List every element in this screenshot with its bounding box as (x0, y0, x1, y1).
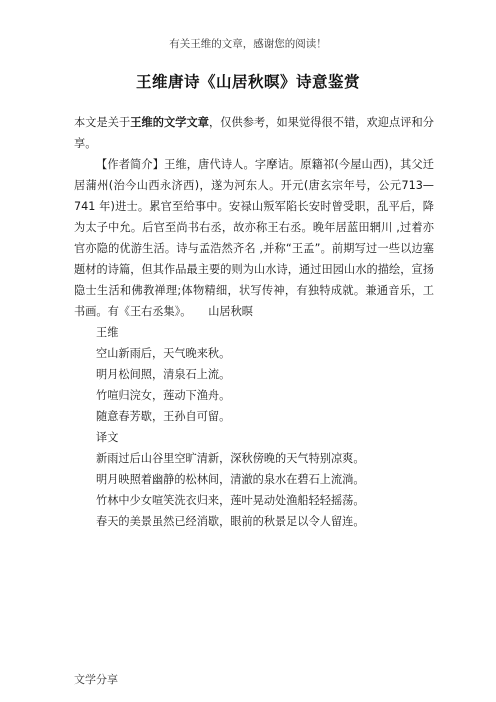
translation-label: 译文 (96, 431, 119, 444)
translation-line: 春天的美景虽然已经消歇，眼前的秋景足以令人留连。 (96, 515, 365, 528)
poem-line: 明月松间照，清泉石上流。 (96, 368, 231, 381)
translation-line: 明月映照着幽静的松林间，清澈的泉水在碧石上流淌。 (96, 473, 365, 486)
intro-suffix: ，仅供参考，如果觉得很不错，欢迎点评和分享。 (74, 116, 434, 150)
poem-author: 王维 (96, 326, 119, 339)
translation-line: 竹林中少女喧笑洗衣归来，莲叶晃动处渔船轻轻摇荡。 (96, 494, 365, 507)
poem-line: 随意春芳歇，王孙自可留。 (96, 410, 231, 423)
page-title: 王维唐诗《山居秋暝》诗意鉴赏 (135, 73, 360, 91)
translation-line: 新雨过后山谷里空旷清新，深秋傍晚的天气特别凉爽。 (96, 452, 365, 465)
intro-bold: 王维的文学文章 (130, 116, 210, 129)
document-body (74, 112, 434, 532)
intro-paragraph (74, 112, 434, 154)
poem-line: 空山新雨后，天气晚来秋。 (96, 347, 231, 360)
footer-note: 文学分享 (74, 673, 118, 686)
intro-prefix: 本文是关于 (74, 116, 131, 129)
poem-line: 竹喧归浣女，莲动下渔舟。 (96, 389, 231, 402)
header-note: 有关王维的文章，感谢您的阅读！ (169, 38, 327, 50)
bio-paragraph: 【作者简介】王维，唐代诗人。字摩诘。原籍祁(今屋山西)，其父迁居蒲州(治今山西永济西)，遂为河东人。开元(唐玄宗年号，公元713—741 年)进士。累官至给事中。安禄山叛军陷长安时曾受职，乱平后，降为太子中允。后官至尚书右丞，故亦称王右丞。晚年居蓝田辋川 ,过着亦官亦隐的优游生活。诗与孟浩然齐名 ,并称“王孟”。前期写过一些以边塞题材的诗篇，但其作品最主要的则为山水诗，通过田园山水的描绘，宣扬隐士生活和佛教禅理;体物精细，状写传神，有独特成就。兼通音乐，工书画。有《王右丞集》。 山居秋暝 (74, 158, 434, 318)
